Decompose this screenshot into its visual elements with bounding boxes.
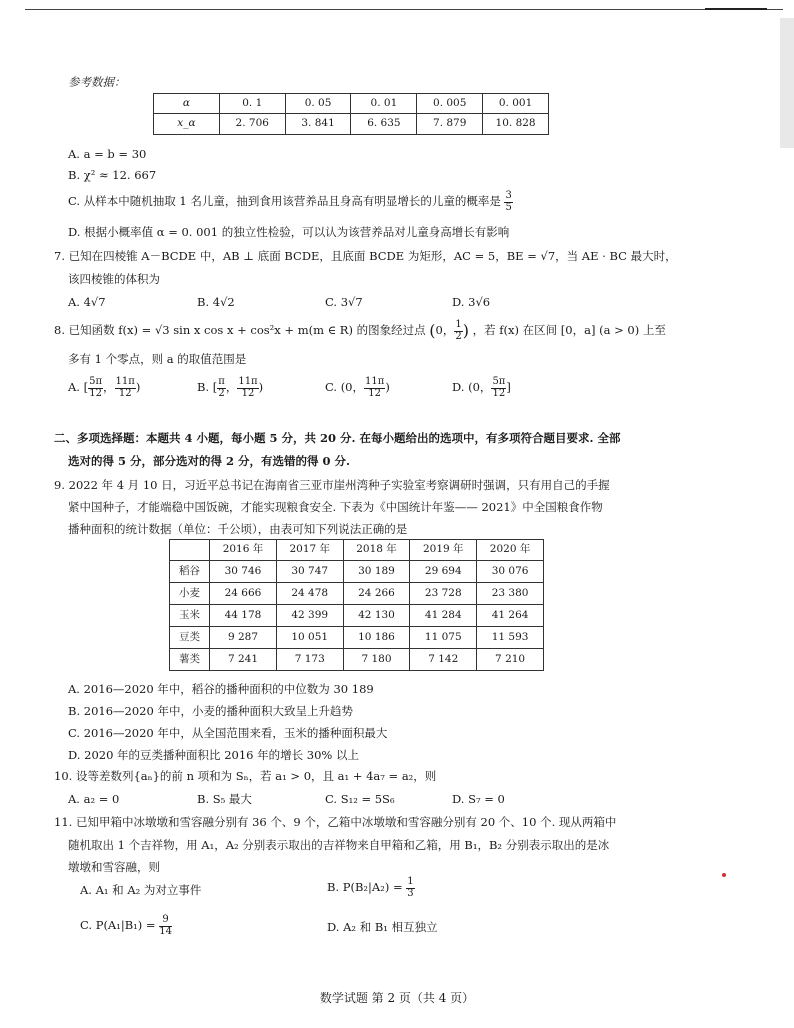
fraction (88, 377, 103, 399)
fraction-numerator: 1 (455, 319, 462, 330)
ref-data-label: 参考数据： (68, 75, 126, 89)
q11-stem-line2: 随机取出 1 个吉祥物，用 A₁，A₂ 分别表示取出的吉祥物来自甲箱和乙箱，用 B₁，B₂ 分别表示取出的是冰 (68, 838, 610, 852)
q10-option-a: A. a₂ = 0 (68, 792, 120, 806)
q8-option-c (325, 377, 390, 399)
bracket-close: ) (135, 380, 141, 394)
fraction-numerator: 11π (365, 376, 385, 387)
q6-option-c (68, 191, 513, 213)
q6-option-c-fraction (504, 191, 512, 213)
q11-option-d: D. A₂ 和 B₁ 相互独立 (327, 920, 438, 934)
table-row (170, 561, 544, 583)
q7-option-d: D. 3√6 (452, 295, 491, 309)
q11-option-c-fraction (159, 915, 172, 937)
fraction-numerator: 5π (492, 376, 506, 387)
table-cell: 10 186 (343, 627, 410, 649)
q10-option-b: B. S₅ 最大 (197, 792, 252, 806)
table-cell: 30 189 (343, 561, 410, 583)
table-header-cell: 2018 年 (343, 540, 410, 561)
fraction-denominator: 12 (492, 387, 506, 399)
table-header-row (170, 540, 544, 561)
q11-option-b (327, 877, 415, 899)
fraction-denominator: 12 (241, 387, 255, 399)
table-cell: 24 478 (276, 583, 343, 605)
q7-option-c: C. 3√7 (325, 295, 363, 309)
table-row (170, 605, 544, 627)
table-row (170, 627, 544, 649)
table-cell: 7 241 (210, 649, 277, 671)
q9-option-b: B. 2016—2020 年中，小麦的播种面积大致呈上升趋势 (68, 704, 353, 718)
ref-cell: 7. 879 (417, 114, 483, 135)
crop-area-table (169, 539, 544, 671)
page-footer: 数学试题 第 2 页（共 4 页） (319, 991, 475, 1005)
ref-table-row (154, 94, 549, 114)
section2-heading-line2: 选对的得 5 分，部分选对的得 2 分，有选错的得 0 分. (68, 454, 351, 468)
fraction-denominator: 2 (455, 330, 462, 342)
scan-edge-strip (780, 18, 794, 148)
fraction (217, 377, 226, 399)
q8-option-d (452, 377, 511, 399)
ref-cell: 6. 635 (351, 114, 417, 135)
table-header-cell: 2016 年 (210, 540, 277, 561)
table-cell: 30 746 (210, 561, 277, 583)
q8-stem-text-a: 8. 已知函数 f(x) = √3 sin x cos x + cos²x + m(m ∈ R) 的图象经过点 (54, 323, 426, 337)
table-cell: 24 666 (210, 583, 277, 605)
q8-point-x: 0， (435, 323, 455, 337)
q7-option-a: A. 4√7 (68, 295, 106, 309)
fraction-denominator: 5 (505, 201, 512, 213)
q11-option-a: A. A₁ 和 A₂ 为对立事件 (80, 883, 202, 897)
ref-cell: 0. 001 (483, 94, 549, 114)
q10-option-c: C. S₁₂ = 5S₆ (325, 792, 395, 806)
q9-option-a: A. 2016—2020 年中，稻谷的播种面积的中位数为 30 189 (68, 682, 374, 696)
table-cell: 小麦 (170, 583, 210, 605)
table-cell: 7 142 (410, 649, 477, 671)
bracket-close: ) (385, 380, 390, 394)
q8-option-b: B. [ $\frac{\pi}{2}$ ， $\frac{11\pi}{12}$ ) (197, 376, 264, 399)
q11-option-b-text: B. P(B₂|A₂) = (327, 880, 403, 894)
fraction-numerator: 9 (159, 915, 172, 927)
fraction-denominator: 3 (407, 887, 414, 899)
table-cell: 42 399 (276, 605, 343, 627)
paren-open: ( (429, 321, 436, 340)
bracket-close: ] (506, 380, 511, 394)
q11-option-c (80, 915, 172, 937)
fraction-denominator: 2 (218, 387, 225, 399)
fraction-denominator: 12 (368, 387, 382, 399)
q6-option-c-text: C. 从样本中随机抽取 1 名儿童，抽到食用该营养品且身高有明显增长的儿童的概率是 (68, 194, 501, 208)
table-cell: 9 287 (210, 627, 277, 649)
ref-table-row (154, 114, 549, 135)
fraction-numerator: 11π (238, 376, 258, 387)
table-cell: 29 694 (410, 561, 477, 583)
q6-option-a: A. a = b = 30 (68, 147, 147, 161)
paren-close: ) (462, 321, 469, 340)
fraction-numerator: 11π (115, 376, 135, 387)
q10-option-d: D. S₇ = 0 (452, 792, 505, 806)
fraction-denominator: 12 (118, 387, 132, 399)
q9-stem-line3: 播种面积的统计数据（单位：千公顷），由表可知下列说法正确的是 (68, 522, 408, 536)
table-cell: 11 593 (477, 627, 544, 649)
q9-option-d: D. 2020 年的豆类播种面积比 2016 年的增长 30% 以上 (68, 748, 359, 762)
fraction-numerator: 3 (505, 190, 512, 201)
fraction (491, 377, 506, 399)
q6-option-b: B. χ² ≈ 12. 667 (68, 168, 157, 182)
fraction-denominator: 14 (159, 925, 172, 937)
section2-heading-line1: 二、多项选择题：本题共 4 小题，每小题 5 分，共 20 分. 在每小题给出的选项中，有多项符合题目要求. 全部 (54, 431, 621, 445)
q9-stem-line2: 紧中国种子，才能端稳中国饭碗，才能实现粮食安全. 下表为《中国统计年鉴—— 2021》中全国粮食作物 (68, 500, 603, 514)
q10-stem: 10. 设等差数列{aₙ}的前 n 项和为 Sₙ，若 a₁ > 0，且 a₁ + 4a₇ = a₂，则 (54, 769, 437, 783)
table-cell: 玉米 (170, 605, 210, 627)
table-row (170, 649, 544, 671)
table-cell: 7 180 (343, 649, 410, 671)
table-header-cell: 2020 年 (477, 540, 544, 561)
table-cell: 41 264 (477, 605, 544, 627)
ref-cell: 3. 841 (285, 114, 351, 135)
table-cell: 10 051 (276, 627, 343, 649)
bracket-close: ) (258, 380, 264, 394)
q8-stem-line2: 多有 1 个零点，则 a 的取值范围是 (68, 352, 247, 366)
fraction (364, 377, 385, 399)
q7-stem-line2: 该四棱锥的体积为 (68, 272, 160, 286)
top-rule-mark (705, 8, 767, 10)
fraction (115, 377, 136, 399)
option-c-label: C. (0， (325, 380, 365, 394)
option-b-label: B. [ (197, 380, 218, 394)
ref-cell: x_α (154, 114, 220, 135)
q9-stem-line1: 9. 2022 年 4 月 10 日，习近平总书记在海南省三亚市崖州湾种子实验室考察调研时强调，只有用自己的手握 (54, 478, 610, 492)
q11-stem-line1: 11. 已知甲箱中冰墩墩和雪容融分别有 36 个、9 个，乙箱中冰墩墩和雪容融分别有 20 个、10 个. 现从两箱中 (54, 815, 617, 829)
table-cell: 11 075 (410, 627, 477, 649)
table-cell: 23 728 (410, 583, 477, 605)
ref-cell: 10. 828 (483, 114, 549, 135)
ref-cell: 2. 706 (219, 114, 285, 135)
ref-cell: 0. 01 (351, 94, 417, 114)
ref-table (153, 93, 549, 135)
fraction-numerator: π (218, 376, 225, 387)
ref-cell: α (154, 94, 220, 114)
option-a-label: A. [ (68, 380, 89, 394)
scan-speck (722, 873, 726, 877)
table-cell: 30 747 (276, 561, 343, 583)
q9-option-c: C. 2016—2020 年中，从全国范围来看，玉米的播种面积最大 (68, 726, 388, 740)
table-cell: 7 210 (477, 649, 544, 671)
q7-option-b: B. 4√2 (197, 295, 235, 309)
q7-stem-line1: 7. 已知在四棱锥 A－BCDE 中，AB ⊥ 底面 BCDE，且底面 BCDE 为矩形，AC = 5，BE = √7，当 AE · BC 最大时， (54, 249, 677, 263)
table-header-cell (170, 540, 210, 561)
q6-option-d: D. 根据小概率值 α = 0. 001 的独立性检验，可以认为该营养品对儿童身高增长有影响 (68, 225, 510, 239)
q8-point-fraction (454, 320, 462, 342)
ref-cell: 0. 1 (219, 94, 285, 114)
table-row (170, 583, 544, 605)
q11-stem-line3: 墩墩和雪容融，则 (68, 860, 160, 874)
table-cell: 23 380 (477, 583, 544, 605)
table-cell: 42 130 (343, 605, 410, 627)
fraction-numerator: 1 (407, 876, 414, 887)
fraction-denominator: 12 (89, 387, 102, 399)
table-cell: 44 178 (210, 605, 277, 627)
table-header-cell: 2017 年 (276, 540, 343, 561)
q8-option-a: A. [ $\frac{5\pi}{12}$ ， $\frac{11\pi}{12}$ ) (68, 376, 141, 399)
table-cell: 24 266 (343, 583, 410, 605)
fraction-numerator: 5π (89, 376, 103, 387)
table-cell: 豆类 (170, 627, 210, 649)
q11-option-b-fraction (406, 877, 414, 899)
ref-cell: 0. 005 (417, 94, 483, 114)
option-d-label: D. (0， (452, 380, 492, 394)
table-cell: 41 284 (410, 605, 477, 627)
table-cell: 7 173 (276, 649, 343, 671)
ref-cell: 0. 05 (285, 94, 351, 114)
table-cell: 30 076 (477, 561, 544, 583)
table-cell: 薯类 (170, 649, 210, 671)
q8-stem-text-b: ，若 f(x) 在区间 [0，a] (a > 0) 上至 (472, 323, 666, 337)
q8-stem-line1 (54, 320, 666, 342)
table-header-cell: 2019 年 (410, 540, 477, 561)
fraction (237, 377, 258, 399)
top-rule (25, 9, 783, 10)
table-cell: 稻谷 (170, 561, 210, 583)
q11-option-c-text: C. P(A₁|B₁) = (80, 918, 156, 932)
